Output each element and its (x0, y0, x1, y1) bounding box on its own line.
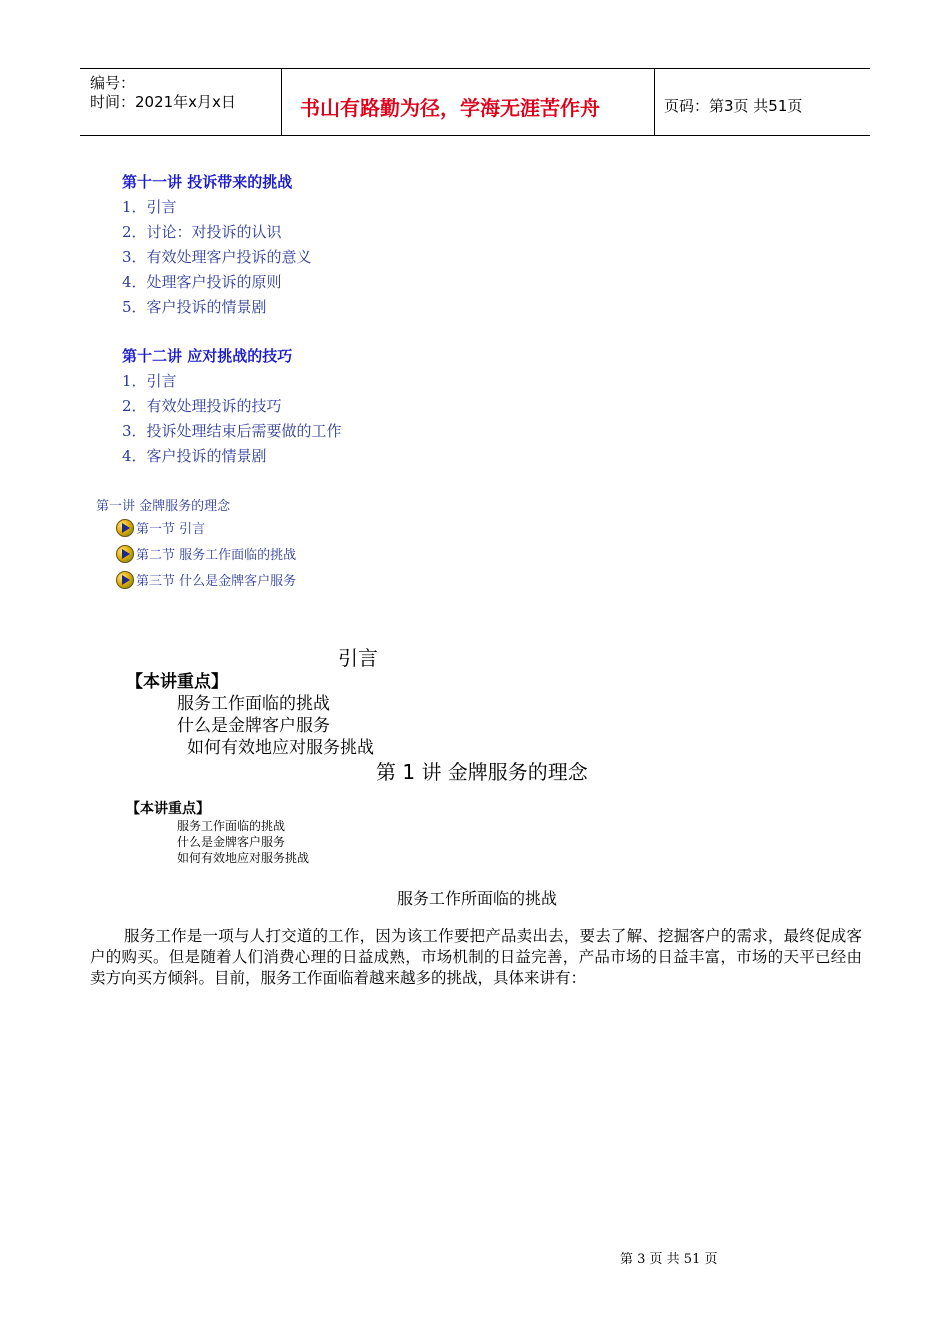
intro-point: 如何有效地应对服务挑战 (187, 738, 374, 758)
footer-page-number: 第 3 页 共 51 页 (620, 1252, 718, 1267)
lesson-1-heading: 第 1 讲 金牌服务的理念 (376, 760, 588, 784)
nav-link-label: 第二节 服务工作面临的挑战 (136, 548, 297, 563)
nav-link-label: 第三节 什么是金牌客户服务 (136, 574, 297, 589)
lecture-12-title: 第十二讲 应对挑战的技巧 (122, 347, 293, 365)
section-paragraph: 服务工作是一项与人打交道的工作，因为该工作要把产品卖出去，要去了解、挖掘客户的需求，最终促成客户的购买。但是随着人们消费心理的日益成熟，市场机制的日益完善，产品市场的日益丰富，市场的天平已经由卖方向买方倾斜。目前，服务工作面临着越来越多的挑战，具体来讲有： (90, 927, 862, 987)
lecture-11-item: 3．有效处理客户投诉的意义 (122, 248, 312, 266)
lecture-11-item: 1．引言 (122, 198, 177, 216)
header-bottom-border (80, 135, 870, 136)
lecture-12-item: 2．有效处理投诉的技巧 (122, 397, 282, 415)
play-icon (116, 571, 134, 589)
lesson-1-point: 如何有效地应对服务挑战 (177, 851, 310, 865)
intro-point: 什么是金牌客户服务 (177, 716, 330, 736)
intro-points-label: 【本讲重点】 (126, 672, 228, 692)
header-page-number: 页码：第3页 共51页 (664, 97, 803, 115)
lecture-11-item: 4．处理客户投诉的原则 (122, 273, 282, 291)
header-serial: 编号： (90, 74, 136, 92)
lecture-12-item: 3．投诉处理结束后需要做的工作 (122, 422, 342, 440)
lecture-12-item: 1．引言 (122, 372, 177, 390)
header-divider-right (654, 68, 655, 136)
lecture-12-item: 4．客户投诉的情景剧 (122, 447, 267, 465)
header-divider-left (281, 68, 282, 136)
nav-title: 第一讲 金牌服务的理念 (96, 499, 231, 514)
lecture-11-item: 5．客户投诉的情景剧 (122, 298, 267, 316)
header-motto: 书山有路勤为径，学海无涯苦作舟 (300, 96, 600, 120)
nav-link-section-3[interactable] (116, 570, 296, 589)
section-heading: 服务工作所面临的挑战 (397, 889, 558, 908)
intro-point: 服务工作面临的挑战 (177, 694, 330, 714)
lecture-11-item: 2．讨论：对投诉的认识 (122, 223, 282, 241)
header-top-border (80, 68, 870, 69)
header-date: 时间：2021年x月x日 (90, 93, 236, 111)
lesson-1-points-label: 【本讲重点】 (126, 801, 210, 817)
intro-heading: 引言 (338, 646, 378, 670)
play-icon (116, 545, 134, 563)
play-icon (116, 519, 134, 537)
nav-link-section-1[interactable] (116, 518, 205, 537)
nav-link-section-2[interactable] (116, 544, 296, 563)
nav-link-label: 第一节 引言 (136, 522, 206, 537)
lecture-11-title: 第十一讲 投诉带来的挑战 (122, 173, 293, 191)
lesson-1-point: 什么是金牌客户服务 (177, 835, 286, 849)
lesson-1-point: 服务工作面临的挑战 (177, 819, 286, 833)
